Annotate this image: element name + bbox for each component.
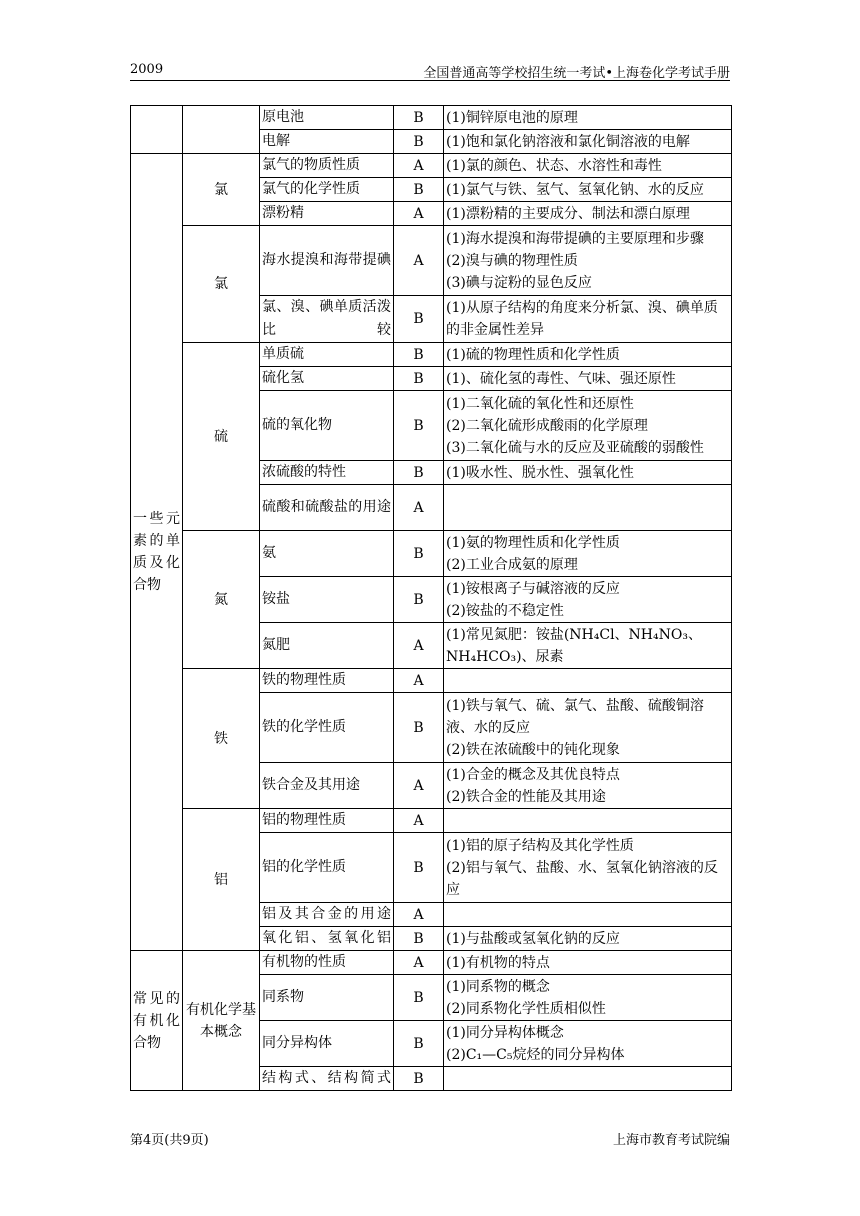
level-cell: A [394,763,444,809]
level-cell: B [394,106,444,130]
requirement-cell [444,296,732,343]
level-cell: B [394,461,444,485]
requirement-cell [444,130,732,154]
header-year: 2009 [130,62,164,77]
requirement-cell [444,106,732,130]
level-cell: B [394,343,444,367]
item-cell: 氧化铝、氢氧化铝 [260,927,394,951]
item-cell: 铁合金及其用途 [260,763,394,809]
table-row [131,951,732,975]
table-row [131,343,732,367]
requirement-cell [444,1021,732,1067]
item-cell: 硫酸和硫酸盐的用途 [260,485,394,531]
requirement-cell [444,202,732,226]
requirement-line: (2)铵盐的不稳定性 [446,602,564,619]
table-row [131,669,732,693]
requirement-line: (1)、硫化氢的毒性、气味、强还原性 [446,370,676,387]
table-row [131,809,732,833]
requirement-line: (1)合金的概念及其优良特点 [446,766,620,783]
level-cell: A [394,226,444,296]
level-cell: B [394,531,444,577]
level-cell: B [394,975,444,1021]
requirement-line: (1)氨的物理性质和化学性质 [446,534,620,551]
topic-cell: 常见的有机化合物 [131,951,183,1091]
item-cell: 原电池 [260,106,394,130]
requirement-cell [444,763,732,809]
subtopic-cell: 铁 [183,669,260,809]
requirement-cell [444,693,732,763]
requirement-line: (1)硫的物理性质和化学性质 [446,346,620,363]
requirement-cell [444,577,732,623]
requirement-cell [444,391,732,461]
level-cell: B [394,927,444,951]
level-cell: B [394,577,444,623]
topic-cell [131,106,183,154]
item-cell: 电解 [260,130,394,154]
requirement-cell [444,1067,732,1091]
requirement-line: (2)同系物化学性质相似性 [446,1000,606,1017]
requirement-line: (1)吸水性、脱水性、强氧化性 [446,464,634,481]
requirement-cell [444,623,732,669]
header-title: 全国普通高等学校招生统一考试•上海卷化学考试手册 [423,66,730,81]
requirement-line: (1)有机物的特点 [446,954,550,971]
item-cell: 铝的化学性质 [260,833,394,903]
table-row [131,531,732,577]
topic-cell: 一些元素的单质及化合物 [131,154,183,951]
requirement-cell [444,809,732,833]
requirement-line: (1)从原子结构的角度来分析氯、溴、碘单质的非金属性差异 [446,300,718,338]
requirement-cell [444,367,732,391]
footer-org: 上海市教育考试院编 [612,1133,730,1148]
requirement-cell [444,903,732,927]
requirement-line: (1)与盐酸或氢氧化钠的反应 [446,930,620,947]
level-cell: A [394,485,444,531]
requirement-line: (3)碘与淀粉的显色反应 [446,274,592,291]
table-row [131,226,732,296]
item-cell: 单质硫 [260,343,394,367]
item-cell: 铁的物理性质 [260,669,394,693]
item-cell: 铝及其合金的用途 [260,903,394,927]
level-cell: B [394,833,444,903]
subtopic-cell: 氯 [183,226,260,343]
requirement-cell [444,461,732,485]
item-cell: 海水提溴和海带提碘 [260,226,394,296]
item-cell: 硫的氧化物 [260,391,394,461]
requirement-cell [444,833,732,903]
subtopic-cell: 硫 [183,343,260,531]
item-cell: 氮肥 [260,623,394,669]
subtopic-cell: 有机化学基本概念 [183,951,260,1091]
requirement-line: (1)铁与氧气、硫、氯气、盐酸、硫酸铜溶液、水的反应 [446,697,704,736]
item-cell: 硫化氢 [260,367,394,391]
item-cell: 氯气的物质性质 [260,154,394,178]
requirement-cell [444,669,732,693]
requirement-line: (2)C₁—C₅烷烃的同分异构体 [446,1046,625,1063]
requirement-line: (1)同分异构体概念 [446,1024,564,1041]
footer-page: 第4页(共9页) [130,1133,209,1148]
item-cell: 有机物的性质 [260,951,394,975]
level-cell: A [394,623,444,669]
subtopic-cell: 氯 [183,154,260,226]
subtopic-cell: 铝 [183,809,260,951]
requirement-line: (3)二氧化硫与水的反应及亚硫酸的弱酸性 [446,439,704,456]
requirement-line: (1)海水提溴和海带提碘的主要原理和步骤 [446,230,704,247]
item-cell: 浓硫酸的特性 [260,461,394,485]
requirement-line: (1)铵根离子与碱溶液的反应 [446,580,620,597]
requirement-cell [444,178,732,202]
subtopic-cell [183,106,260,154]
requirement-line: (1)饱和氯化钠溶液和氯化铜溶液的电解 [446,133,690,150]
requirement-line: (2)铝与氧气、盐酸、水、氢氧化钠溶液的反应 [446,859,718,898]
level-cell: B [394,391,444,461]
syllabus-table [130,105,732,1091]
level-cell: A [394,202,444,226]
level-cell: B [394,1021,444,1067]
level-cell: B [394,130,444,154]
requirement-line: (2)铁合金的性能及其用途 [446,788,606,805]
item-cell: 铁的化学性质 [260,693,394,763]
page-header [130,60,730,81]
level-cell: A [394,951,444,975]
requirement-cell [444,927,732,951]
requirement-cell [444,226,732,296]
requirement-line: (1)常见氮肥：铵盐(NH₄Cl、NH₄NO₃、NH₄HCO₃)、尿素 [446,626,702,665]
item-cell: 同分异构体 [260,1021,394,1067]
item-cell: 结构式、结构简式 [260,1067,394,1091]
level-cell: A [394,903,444,927]
item-cell: 氨 [260,531,394,577]
requirement-cell [444,951,732,975]
level-cell: B [394,178,444,202]
requirement-cell [444,531,732,577]
item-cell: 铝的物理性质 [260,809,394,833]
requirement-line: (2)铁在浓硫酸中的钝化现象 [446,741,620,758]
level-cell: A [394,669,444,693]
requirement-line: (1)漂粉精的主要成分、制法和漂白原理 [446,205,690,222]
level-cell: B [394,1067,444,1091]
level-cell: A [394,809,444,833]
requirement-line: (1)铜锌原电池的原理 [446,109,578,126]
requirement-line: (2)溴与碘的物理性质 [446,252,578,269]
item-cell: 漂粉精 [260,202,394,226]
item-cell: 铵盐 [260,577,394,623]
requirement-cell [444,343,732,367]
item-cell: 氯气的化学性质 [260,178,394,202]
item-cell: 氯、溴、碘单质活泼比较 [260,296,394,343]
requirement-line: (1)二氧化硫的氧化性和还原性 [446,395,634,412]
subtopic-cell: 氮 [183,531,260,669]
requirement-cell [444,485,732,531]
requirement-line: (1)氯气与铁、氢气、氢氧化钠、水的反应 [446,181,704,198]
requirement-line: (2)二氧化硫形成酸雨的化学原理 [446,417,648,434]
level-cell: A [394,154,444,178]
table-row [131,106,732,130]
requirement-line: (1)同系物的概念 [446,978,550,995]
level-cell: B [394,693,444,763]
table-row [131,154,732,178]
level-cell: B [394,296,444,343]
requirement-cell [444,154,732,178]
requirement-line: (2)工业合成氨的原理 [446,556,578,573]
item-cell: 同系物 [260,975,394,1021]
requirement-line: (1)氯的颜色、状态、水溶性和毒性 [446,157,662,174]
level-cell: B [394,367,444,391]
requirement-cell [444,975,732,1021]
requirement-line: (1)铝的原子结构及其化学性质 [446,837,634,854]
